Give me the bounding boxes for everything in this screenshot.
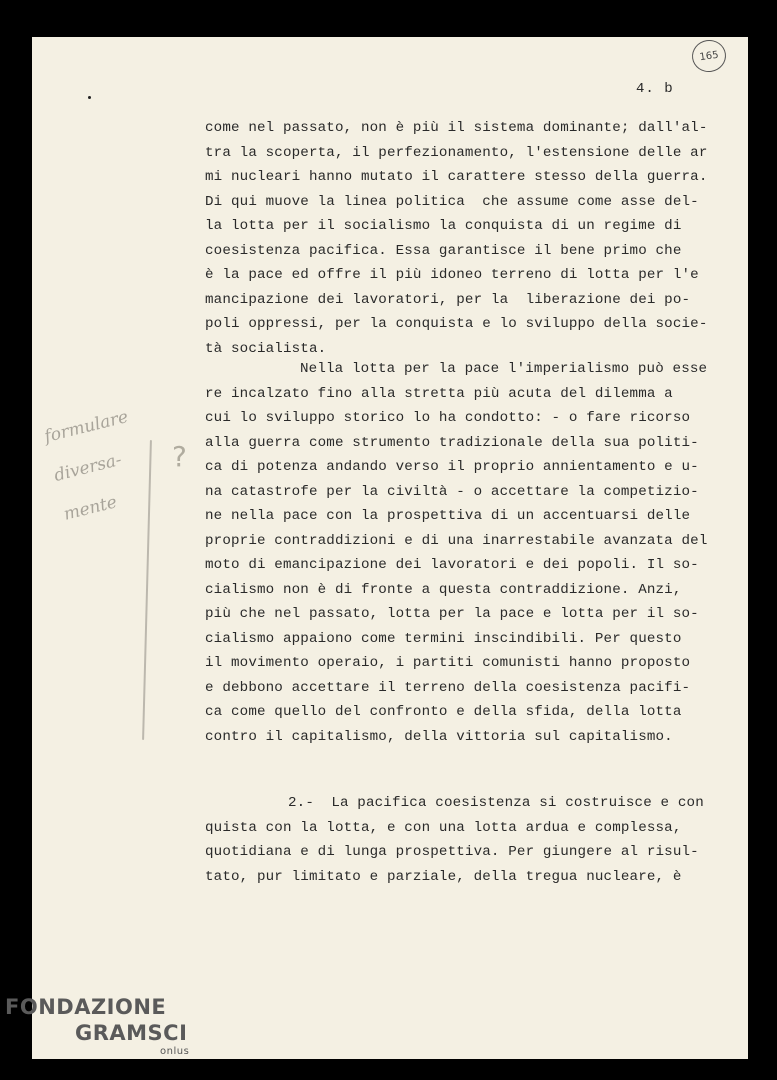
page-number: 4. b: [636, 81, 674, 97]
text-line: quista con la lotta, e con una lotta ardua e complessa,: [205, 819, 682, 836]
text-line: tra la scoperta, il perfezionamento, l'estensione delle ar: [205, 144, 708, 161]
text-line: poli oppressi, per la conquista e lo sviluppo della socie-: [205, 316, 708, 332]
text-line: quotidiana e di lunga prospettiva. Per giungere al risul-: [205, 844, 699, 860]
margin-note-line: formulare: [42, 407, 131, 448]
archive-stamp-number: 165: [690, 38, 728, 74]
text-line: tato, pur limitato e parziale, della tregua nucleare, è: [205, 868, 682, 885]
text-line: 2.- La pacifica coesistenza si costruisce e con: [288, 795, 704, 811]
text-line: coesistenza pacifica. Essa garantisce il bene primo che: [205, 242, 682, 259]
text-line: tà socialista.: [205, 340, 327, 357]
text-line: Di qui muove la linea politica che assume come asse del-: [205, 193, 699, 210]
text-line: il movimento operaio, i partiti comunisti hanno proposto: [205, 655, 691, 671]
margin-note-line: mente: [61, 492, 120, 525]
margin-question-mark: ?: [172, 440, 187, 473]
text-line: è la pace ed offre il più idoneo terreno di lotta per l'e: [205, 267, 699, 283]
logo-line-1: FONDAZIONE: [5, 995, 167, 1019]
ink-dot: [88, 96, 91, 99]
logo-line-3: onlus: [160, 1046, 190, 1057]
foundation-logo: [5, 994, 189, 1058]
paragraph-1: [205, 116, 725, 361]
text-line: ca di potenza andando verso il proprio annientamento e u-: [205, 459, 699, 475]
text-line: cialismo appaiono come termini inscindibili. Per questo: [205, 630, 682, 647]
text-line: ca come quello del confronto e della sfida, della lotta: [205, 704, 682, 720]
margin-note-line: diversa-: [52, 449, 124, 486]
text-line: contro il capitalismo, della vittoria sul capitalismo.: [205, 728, 673, 745]
text-line: la lotta per il socialismo la conquista di un regime di: [205, 218, 682, 234]
text-line: come nel passato, non è più il sistema dominante; dall'al-: [205, 120, 708, 136]
text-line: mi nucleari hanno mutato il carattere stesso della guerra.: [205, 169, 708, 185]
logo-line-2: GRAMSCI: [75, 1021, 188, 1045]
text-line: na catastrofe per la civiltà - o accettare la competizio-: [205, 483, 699, 500]
paragraph-3: [205, 791, 725, 889]
paragraph-2: [205, 357, 725, 749]
text-line: Nella lotta per la pace l'imperialismo può esse: [300, 361, 708, 377]
text-line: alla guerra come strumento tradizionale della sua politi-: [205, 434, 699, 451]
text-line: ne nella pace con la prospettiva di un accentuarsi delle: [205, 508, 691, 524]
text-line: cialismo non è di fronte a questa contraddizione. Anzi,: [205, 581, 682, 598]
text-line: cui lo sviluppo storico lo ha condotto: - o fare ricorso: [205, 410, 691, 426]
text-line: proprie contraddizioni e di una inarrestabile avanzata del: [205, 532, 708, 549]
text-line: più che nel passato, lotta per la pace e lotta per il so-: [205, 606, 699, 622]
text-line: re incalzato fino alla stretta più acuta del dilemma a: [205, 385, 673, 402]
text-line: e debbono accettare il terreno della coesistenza pacifi-: [205, 679, 691, 696]
text-line: mancipazione dei lavoratori, per la liberazione dei po-: [205, 291, 691, 308]
text-line: moto di emancipazione dei lavoratori e dei popoli. Il so-: [205, 557, 699, 573]
